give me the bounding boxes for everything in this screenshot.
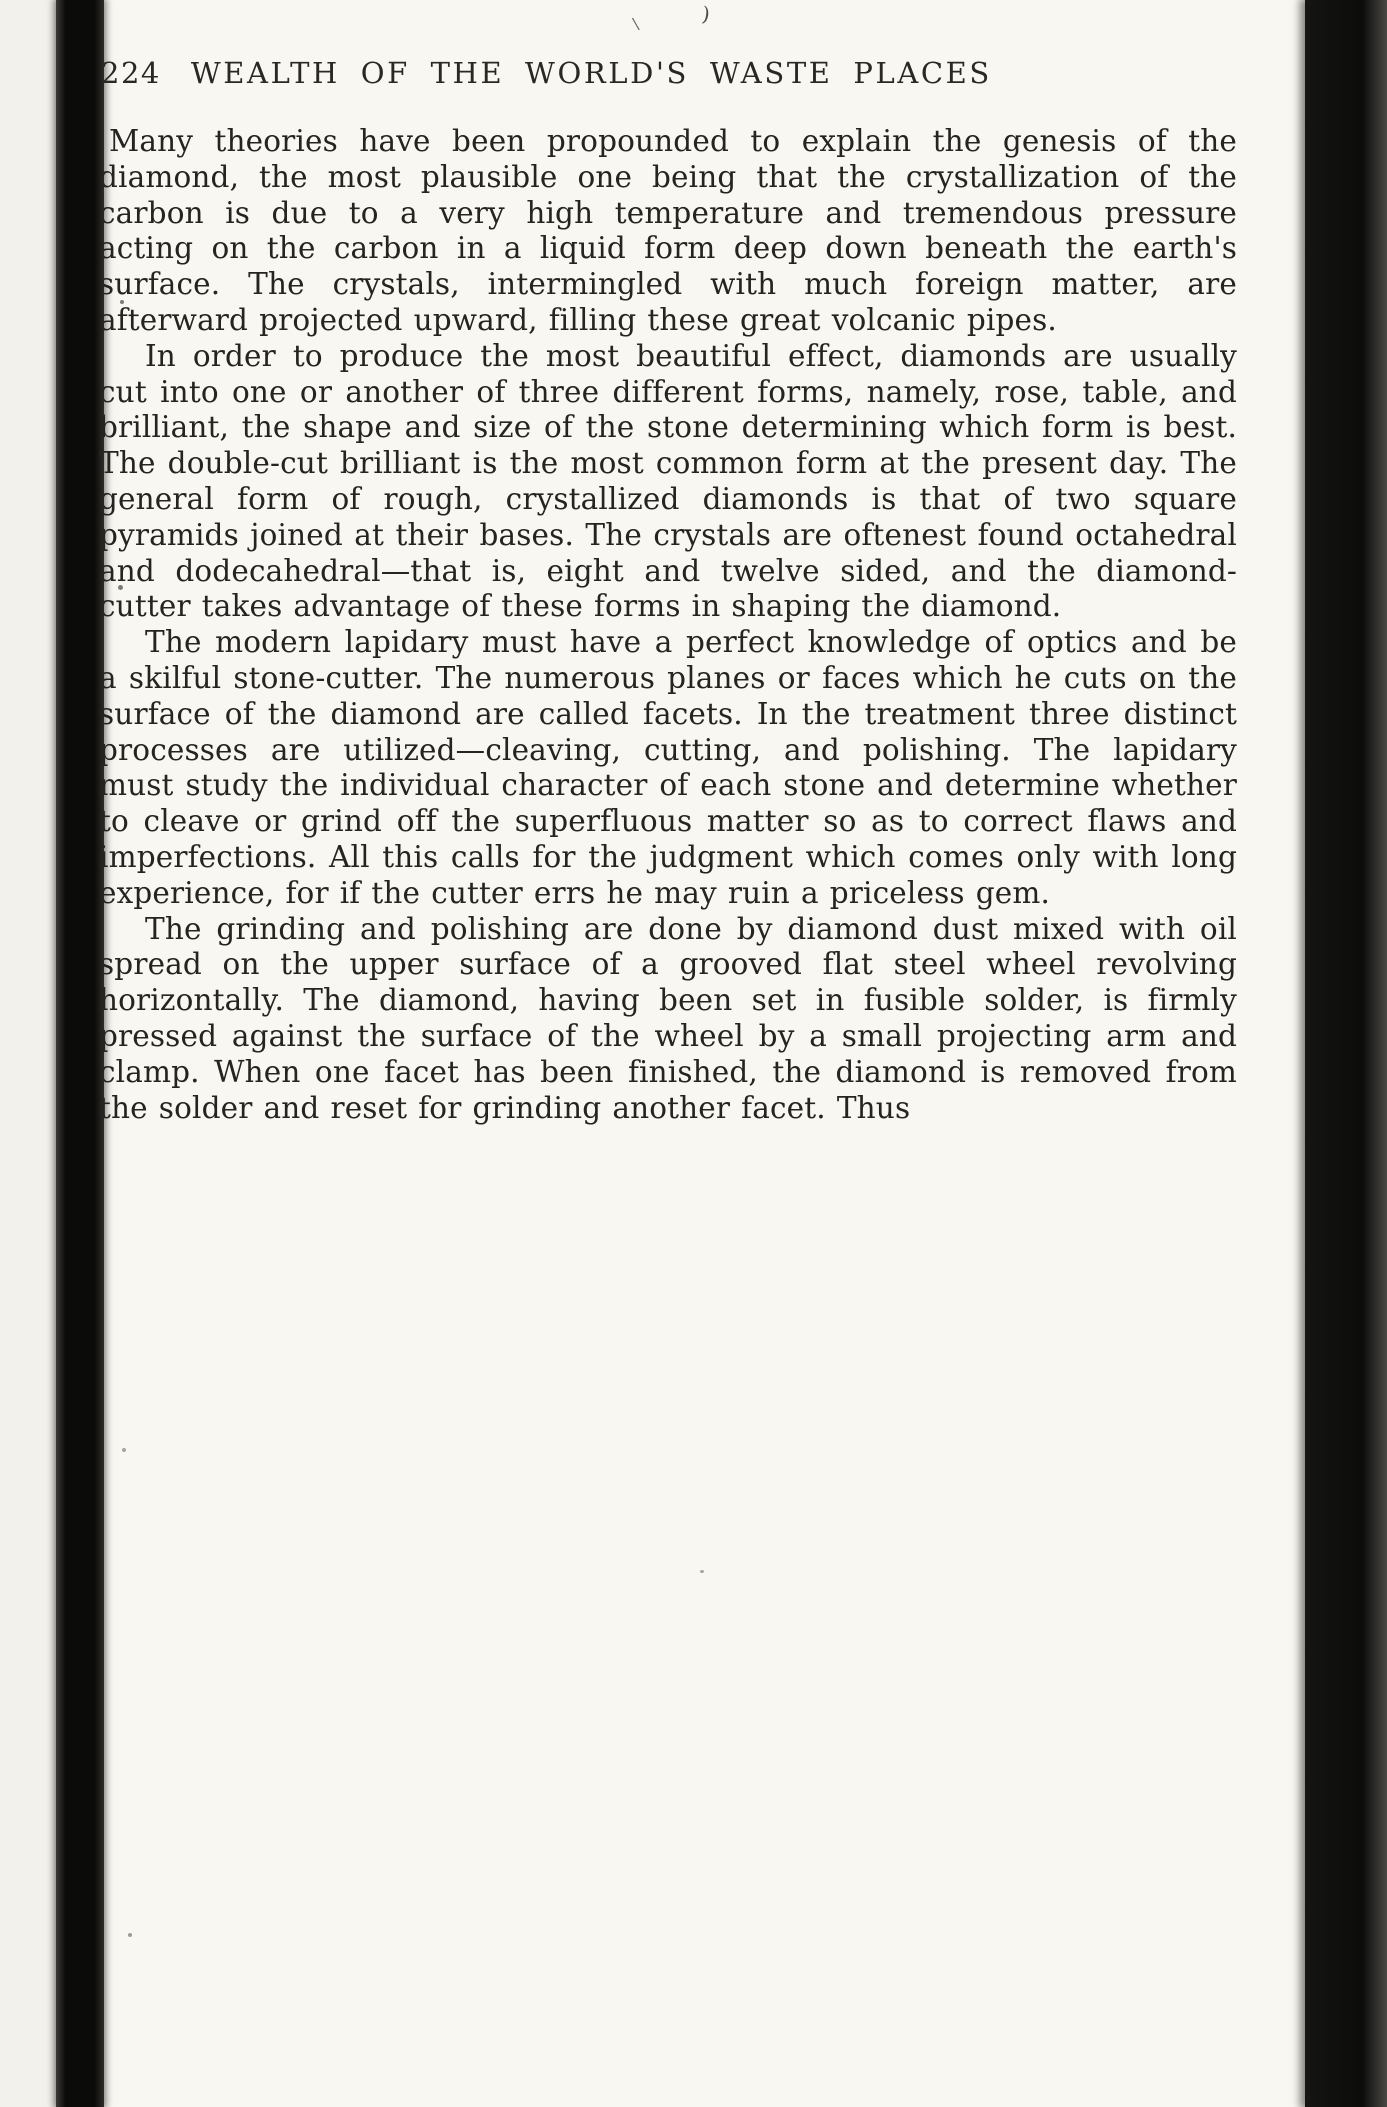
- paragraph-grinding: The grinding and polishing are done by diamond dust mixed with oil spread on the upper surface of a grooved flat steel wheel revolving horizontally. The diamond, having been set in fusible solder, is firmly pressed against the surface of the wheel by a small projecting arm and clamp. When one facet has been finished, the diamond is removed from the solder and reset for grinding another facet. Thus: [99, 911, 1237, 1125]
- running-title: WEALTH OF THE WORLD'S WASTE PLACES: [190, 56, 992, 90]
- scan-speck: [122, 1448, 126, 1452]
- scan-artifact-mark: ): [700, 1, 712, 27]
- page-number: 224: [101, 56, 161, 90]
- scan-speck: [128, 1933, 132, 1937]
- paragraph-genesis: Many theories have been propounded to explain the genesis of the diamond, the most plausible one being that the crystallization of the carbon is due to a very high temperature and tremendous pressure acting on the carbon in a liquid form deep down beneath the earth's surface. The crystals, intermingled with much foreign matter, are afterward projected upward, filling these great volcanic pipes.: [99, 124, 1237, 337]
- paragraph-lapidary: The modern lapidary must have a perfect knowledge of optics and be a skilful stone-cutter. The numerous planes or faces which he cuts on the surface of the diamond are called facets. In the treatment three distinct processes are utilized—cleaving, cutting, and polishing. The lapidary must study the individual character of each stone and determine whether to cleave or grind off the superfluous matter so as to correct flaws and imperfections. All this calls for the judgment which comes only with long experience, for if the cutter errs he may ruin a priceless gem.: [99, 625, 1237, 910]
- scan-margin-left: [0, 0, 56, 2107]
- body-text: [99, 124, 1237, 1126]
- scan-edge-left: [56, 0, 104, 2107]
- running-head: [101, 56, 1237, 90]
- paragraph-forms: In order to produce the most beautiful effect, diamonds are usually cut into one or another of three different forms, namely, rose, table, and brilliant, the shape and size of the stone determining which form is best. The double-cut brilliant is the most common form at the present day. The general form of rough, crystallized diamonds is that of two square pyramids joined at their bases. The crystals are oftenest found octahedral and dodecahedral—that is, eight and twelve sided, and the diamond-cutter takes advantage of these forms in shaping the diamond.: [99, 338, 1237, 624]
- text-block: [99, 56, 1237, 1126]
- scan-artifact-tick: \: [631, 13, 641, 34]
- scan-speck: [700, 1570, 704, 1573]
- scan-edge-right: [1305, 0, 1387, 2107]
